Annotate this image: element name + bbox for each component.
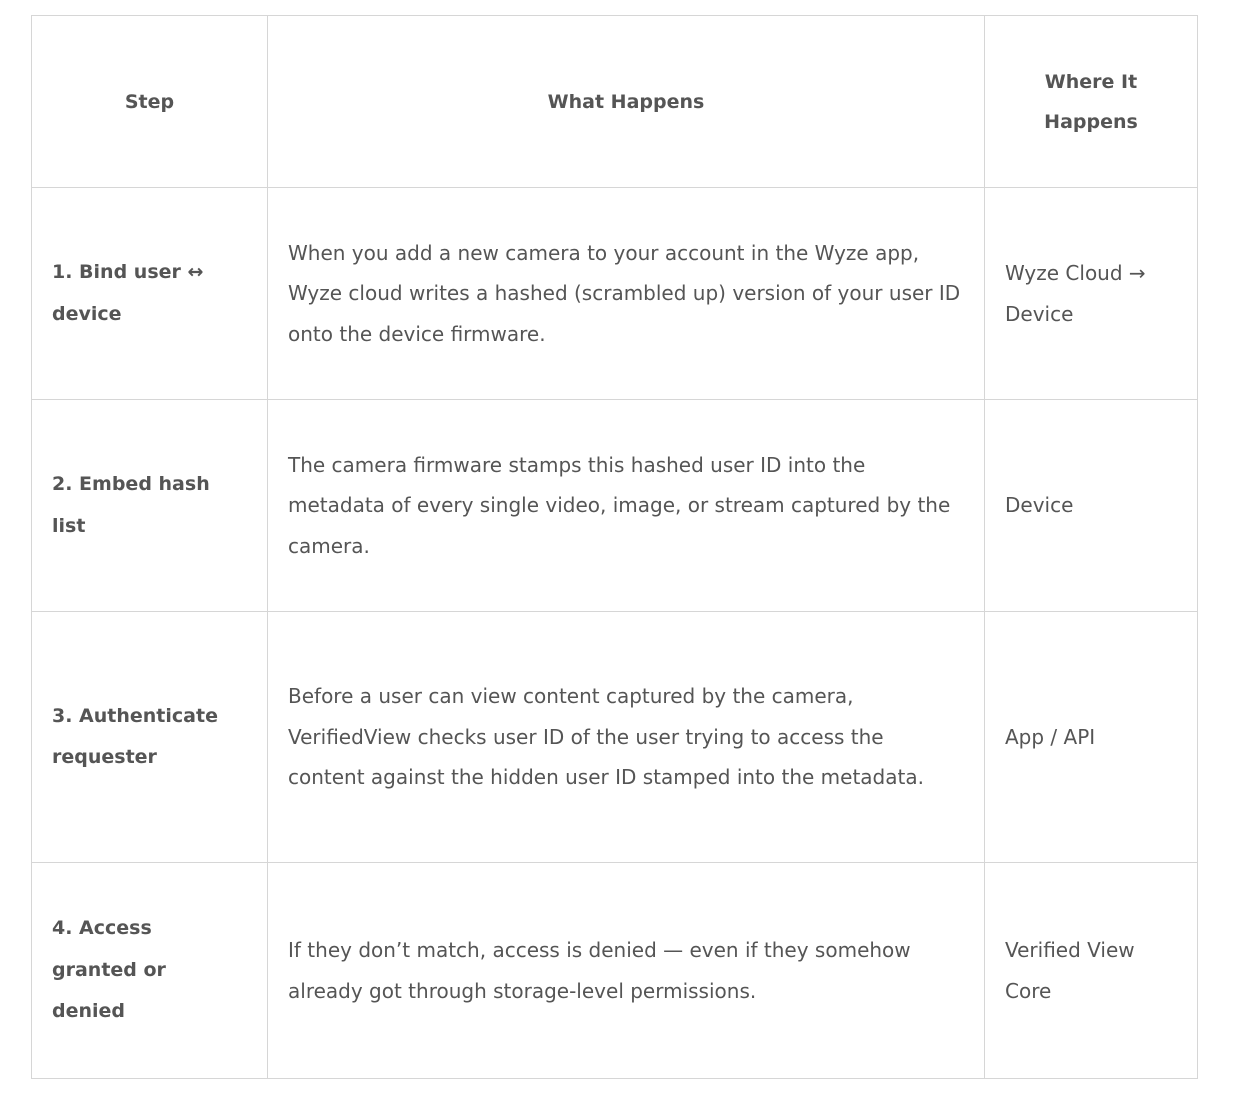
table-row [32,188,1198,400]
where-cell: App / API [985,612,1198,863]
step-cell: 1. Bind user ↔ device [32,188,268,400]
header-what-happens: What Happens [268,16,985,188]
where-cell: Verified View Core [985,863,1198,1079]
what-happens-cell: Before a user can view content captured by the camera, VerifiedView checks user ID of the user trying to access the content against the hidden user ID stamped into the metadata. [268,612,985,863]
what-happens-cell: If they don’t match, access is denied — even if they somehow already got through storage-level permissions. [268,863,985,1079]
header-step: Step [32,16,268,188]
step-cell: 4. Access granted or denied [32,863,268,1079]
header-where-it-happens: Where It Happens [985,16,1198,188]
table-header-row [32,16,1198,188]
where-cell: Device [985,400,1198,612]
table-row [32,612,1198,863]
table-row [32,400,1198,612]
step-cell: 3. Authenticate requester [32,612,268,863]
what-happens-cell: The camera firmware stamps this hashed user ID into the metadata of every single video, image, or stream captured by the camera. [268,400,985,612]
step-cell: 2. Embed hash list [32,400,268,612]
where-cell: Wyze Cloud → Device [985,188,1198,400]
steps-table [31,15,1198,1079]
what-happens-cell: When you add a new camera to your account in the Wyze app, Wyze cloud writes a hashed (scrambled up) version of your user ID onto the device firmware. [268,188,985,400]
table-row [32,863,1198,1079]
steps-table-container [31,15,1197,1079]
